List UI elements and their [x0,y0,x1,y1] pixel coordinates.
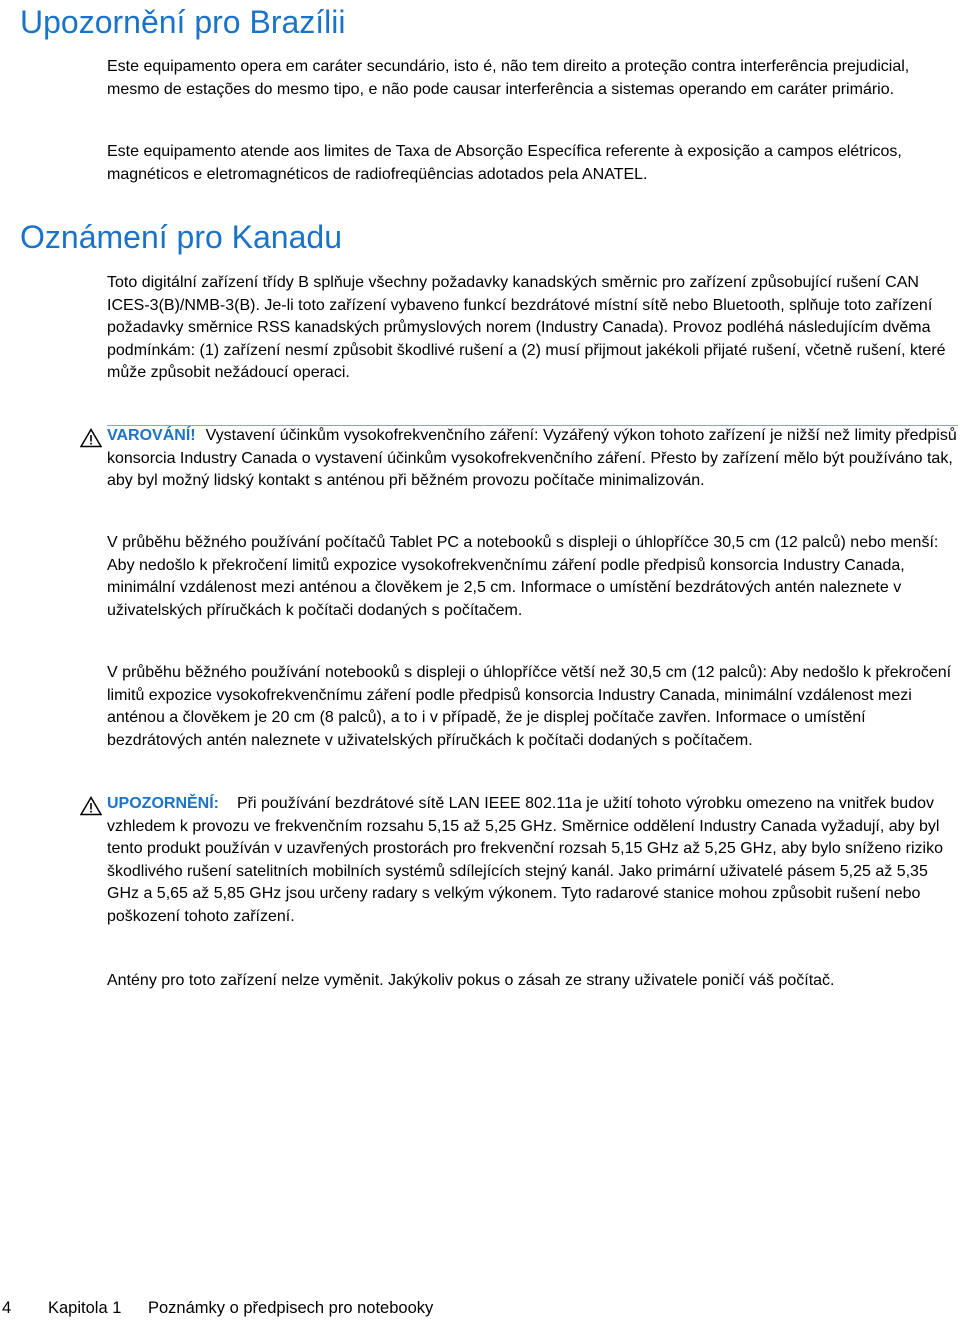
caution-paragraph-2: Antény pro toto zařízení nelze vyměnit. Jakýkoliv pokus o zásah ze strany uživatele poničí váš počítač. [107,972,835,989]
caution-label: UPOZORNĚNÍ: [107,795,219,812]
chapter-title: Poznámky o předpisech pro notebooky [148,1299,434,1317]
section-heading-canada: Oznámení pro Kanadu [20,219,342,255]
brazil-paragraph-1: Este equipamento opera em caráter secundário, isto é, não tem direito a proteção contra interferência prejudicial, mesmo de estações do mesmo tipo, e não pode causar interferência a sistemas operando em caráter primário. [107,58,910,98]
warning-text: Vystavení účinkům vysokofrekvenčního záření: Vyzářený výkon tohoto zařízení je nižší než limity předpisů konsorcia Industry Canada o vystavení účinkům vysokofrekvenčního záření. Přesto by zařízení mělo být používáno tak, aby byl možný lidský kontakt s anténou při běžném provozu počítače minimalizován. [107,427,957,489]
brazil-paragraph-2: Este equipamento atende aos limites de Taxa de Absorção Específica referente à exposição a campos elétricos, magnéticos e eletromagnéticos de radiofreqüências adotados pela ANATEL. [107,143,902,183]
canada-paragraph-1: Toto digitální zařízení třídy B splňuje všechny požadavky kanadských směrnic pro zařízení způsobující rušení CAN ICES-3(B)/NMB-3(B). Je-li toto zařízení vybaveno funkcí bezdrátové místní sítě nebo Bluetooth, splňuje toto zařízení požadavky směrnice RSS kanadských průmyslových norem (Industry Canada). Provoz podléhá následujícím dvěma podmínkám: (1) zařízení nesmí způsobit škodlivé rušení a (2) musí přijmout jakékoli přijaté rušení, včetně rušení, které může způsobit nežádoucí operaci. [107,274,946,381]
warning-triangle-icon [80,428,102,448]
warning-paragraph-2: V průběhu běžného používání počítačů Tablet PC a notebooků s displeji o úhlopříčce 30,5 cm (12 palců) nebo menší: Aby nedošlo k překročení limitů expozice vysokofrekvenčnímu záření podle předpisů konsorcia Industry Canada, minimální vzdálenost mezi anténou a člověkem je 2,5 cm. Informace o umístění bezdrátových antén naleznete v uživatelských příručkách k počítači dodaných s počítačem. [107,534,939,619]
warning-paragraph-3: V průběhu běžného používání notebooků s displeji o úhlopříčce větší než 30,5 cm (12 palců): Aby nedošlo k překročení limitů expozice vysokofrekvenčnímu záření podle předpisů konsorcia Industry Canada, minimální vzdálenost mezi anténou a člověkem je 20 cm (8 palců), a to i v případě, že je displej počítače zavřen. Informace o umístění bezdrátových antén naleznete v uživatelských příručkách k počítači dodaných s počítačem. [107,664,952,749]
warning-triangle-icon [80,796,102,816]
caution-text: Při používání bezdrátové sítě LAN IEEE 802.11a je užití tohoto výrobku omezeno na vnitřek budov vzhledem k provozu ve frekvenčním rozsahu 5,15 až 5,25 GHz. Směrnice oddělení Industry Canada vyžadují, aby byl tento produkt používán v uzavřených prostorách pro frekvenční rozsah 5,15 GHz až 5,25 GHz, aby bylo sníženo riziko škodlivého rušení satelitních mobilních systémů sdílejících stejný kanál. Jako primární uživatelé pásem 5,25 až 5,35 GHz a 5,65 až 5,85 GHz jsou určeny radary s velkým výkonem. Tyto radarové stanice mohou způsobit rušení nebo poškození tohoto zařízení. [107,795,943,925]
section-heading-brazil: Upozornění pro Brazílii [20,4,346,40]
caution-text-block [107,793,957,928]
chapter-label: Kapitola 1 [48,1299,122,1317]
warning-label: VAROVÁNÍ! [107,427,196,444]
warning-text-block [107,425,957,493]
page-number: 4 [2,1299,12,1317]
